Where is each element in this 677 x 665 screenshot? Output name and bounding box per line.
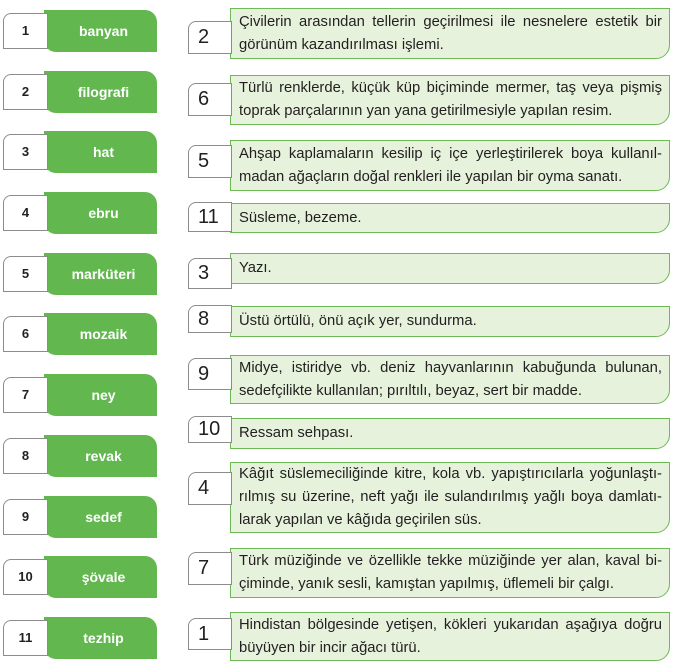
answer-box: 2 [188,21,232,54]
definition-row [188,418,670,449]
definition-line: büyüyen bir incir ağacı türü. [239,639,421,656]
definition-line: Türk müziğinde ve özellikle tekke müziğinde yer alan, kaval bi- [239,553,662,569]
answer-box: 4 [188,472,232,505]
term-number: 5 [3,256,48,292]
term-label: tezhip [44,617,157,659]
term-label: revak [44,435,157,477]
definition-row [188,8,670,59]
term-label: şövale [44,556,157,598]
term-number: 8 [3,438,48,474]
definition-line: Hindistan bölgesinde yetişen, kökleri yukarıdan aşağıya doğru [239,616,662,633]
definition-line: larak yapılan ve kâğıda geçirilen süs. [239,512,482,528]
definition-line: Yazı. [239,260,272,276]
term-number: 10 [3,559,48,595]
term-number: 4 [3,195,48,231]
term-item [0,131,160,173]
answer-box: 5 [188,145,232,178]
term-number: 3 [3,134,48,170]
term-number: 9 [3,499,48,535]
answer-box: 6 [188,83,232,116]
term-label: hat [44,131,157,173]
term-item [0,435,160,477]
answer-box: 3 [188,258,232,289]
term-number: 7 [3,377,48,413]
term-number: 6 [3,316,48,352]
definition-row [188,203,670,233]
term-list [0,10,165,659]
term-item [0,556,160,598]
definition-row [188,612,670,661]
definition-line: Ressam sehpası. [239,425,354,441]
answer-box: 10 [188,416,232,443]
definition-box [230,355,670,404]
definition-line: Türlü renklerde, küçük küp biçiminde mermer, taş veya pişmiş [239,80,662,96]
term-label: mozaik [44,313,157,355]
definition-box [230,418,670,449]
term-item [0,10,160,52]
term-item [0,192,160,234]
term-item [0,617,160,659]
definition-line: görünüm kazandırılması işlemi. [239,36,444,53]
definition-row [188,75,670,125]
definition-line: çiminde, yanık sesli, kamıştan yapılmış, üflemeli bir çalgı. [239,576,614,592]
definition-box [230,75,670,125]
term-label: ney [44,374,157,416]
term-item [0,374,160,416]
term-item [0,496,160,538]
definition-line: madan ağaçların doğal renkleri ile yapılan bir oyma sanatı. [239,168,623,185]
definition-box [230,306,670,337]
definition-box [230,140,670,191]
definition-box [230,8,670,59]
answer-box: 9 [188,358,232,390]
definition-line: sedefçilikte kullanılan; pırıltılı, beyaz, sert bir madde. [239,382,582,399]
term-item [0,71,160,113]
definition-box [230,253,670,284]
definition-row [188,355,670,404]
definition-line: rılmış su üzerine, neft yağı ile sulandırılmış yağlı boya damlatı- [239,489,662,505]
definition-line: Süsleme, bezeme. [239,209,362,226]
definition-box [230,203,670,233]
term-label: filografi [44,71,157,113]
answer-box: 11 [188,202,232,232]
term-label: ebru [44,192,157,234]
answer-box: 8 [188,305,232,333]
definition-box [230,548,670,598]
definition-row [188,462,670,533]
definition-box [230,612,670,661]
answer-box: 1 [188,618,232,650]
definition-row [188,253,670,284]
definition-row [188,140,670,191]
term-item [0,313,160,355]
term-number: 2 [3,74,48,110]
definition-line: Çivilerin arasından tellerin geçirilmesi ile nesnelere estetik bir [239,13,662,30]
definition-line: Ahşap kaplamaların kesilip iç içe yerleştirilerek boya kullanıl- [239,145,662,162]
definition-line: Kâğıt süslemeciliğinde kitre, kola vb. yapıştırıcılarla yoğunlaştı- [239,466,662,482]
term-item [0,253,160,295]
definition-line: Midye, istiridye vb. deniz hayvanlarının kabuğunda bulunan, [239,359,662,376]
term-label: banyan [44,10,157,52]
definition-box [230,462,670,533]
term-number: 1 [3,13,48,49]
definition-row [188,548,670,598]
answer-box: 7 [188,552,232,585]
definition-line: Üstü örtülü, önü açık yer, sundurma. [239,313,477,329]
term-label: marküteri [44,253,157,295]
term-label: sedef [44,496,157,538]
definition-row [188,306,670,337]
definition-line: toprak parçalarının yan yana getirilmesiyle yapılan resim. [239,103,613,119]
term-number: 11 [3,620,48,656]
